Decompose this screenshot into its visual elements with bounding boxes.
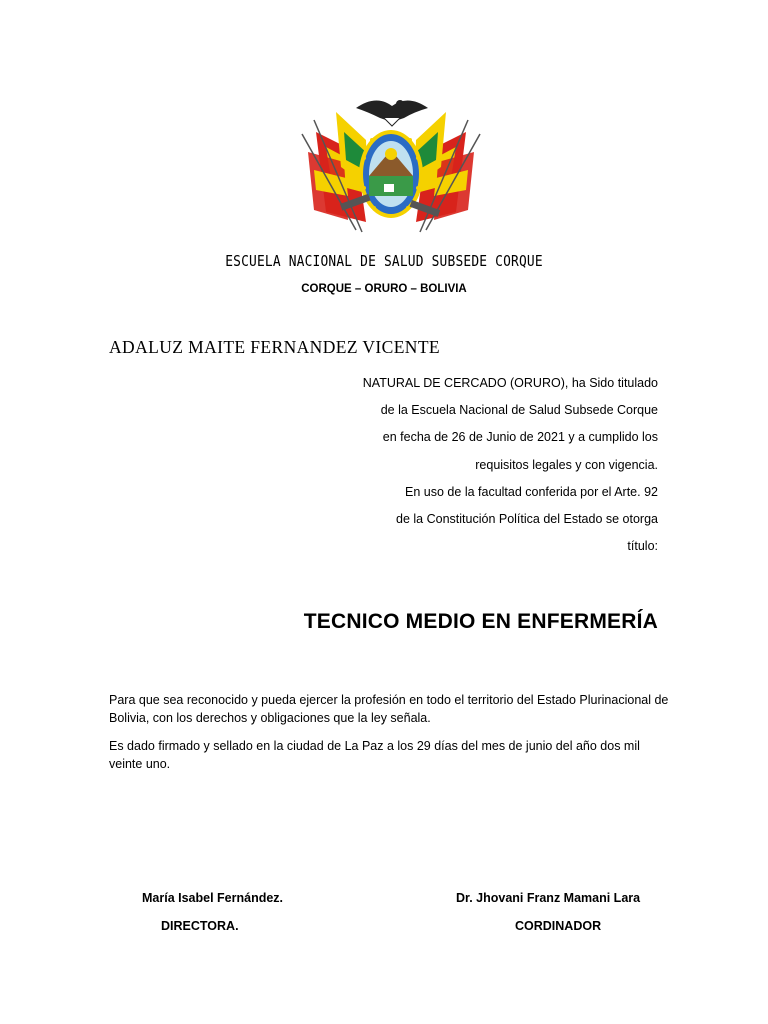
statement-line: de la Constitución Política del Estado se otorga: [396, 512, 658, 526]
signatory-role-director: DIRECTORA.: [161, 919, 239, 933]
statement-line: título:: [627, 539, 658, 553]
school-location: CORQUE – ORURO – BOLIVIA: [301, 283, 467, 295]
bolivia-coat-of-arms-icon: [296, 92, 486, 240]
condor: [356, 100, 428, 126]
statement-line: En uso de la facultad conferida por el Arte. 92: [405, 485, 658, 499]
statement-line: NATURAL DE CERCADO (ORURO), ha Sido titulado: [362, 376, 658, 390]
recipient-name: ADALUZ MAITE FERNANDEZ VICENTE: [109, 337, 441, 357]
statement-line: requisitos legales y con vigencia.: [475, 458, 658, 472]
signatory-role-coordinator: CORDINADOR: [515, 919, 602, 933]
statement-line: en fecha de 26 de Junio de 2021 y a cumplido los: [382, 430, 658, 444]
school-name: ESCUELA NACIONAL DE SALUD SUBSEDE CORQUE: [225, 252, 543, 270]
recognition-paragraph: Para que sea reconocido y pueda ejercer la profesión en todo el territorio del Estado Plurinacional de Bolivia, con los derechos y obligaciones que la ley señala.: [109, 693, 669, 725]
statement-line: de la Escuela Nacional de Salud Subsede Corque: [380, 403, 658, 417]
issuance-paragraph: Es dado firmado y sellado en la ciudad de La Paz a los 29 días del mes de junio del año dos mil veinte uno.: [109, 739, 640, 771]
degree-title: TECNICO MEDIO EN ENFERMERÍA: [303, 610, 658, 633]
signatory-name-coordinator: Dr. Jhovani Franz Mamani Lara: [456, 891, 641, 905]
signatory-name-director: María Isabel Fernández.: [142, 891, 284, 905]
